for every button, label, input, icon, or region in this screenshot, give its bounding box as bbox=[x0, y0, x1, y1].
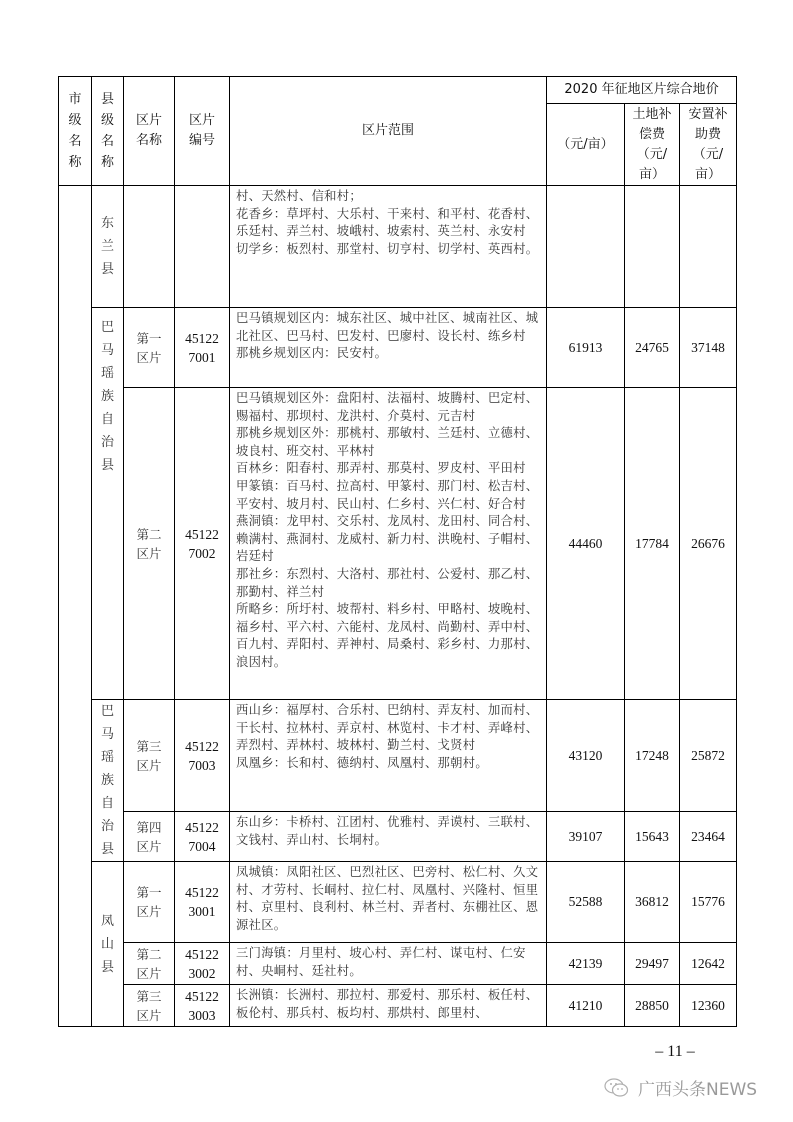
table-row bbox=[59, 943, 737, 985]
resettle: 12360 bbox=[680, 985, 737, 1027]
city-cell bbox=[59, 186, 92, 1027]
zone-scope: 东山乡：卡桥村、江团村、优雅村、弄谟村、三联村、文钱村、弄山村、长垌村。 bbox=[230, 812, 547, 862]
zone-scope: 村、天然村、信和村； 花香乡：草坪村、大乐村、干来村、和平村、花香村、乐廷村、弄兰村、坡峨村、坡索村、英兰村、永安村 切学乡：板烈村、那堂村、切亨村、切学村、英西村。 bbox=[230, 186, 547, 308]
zone-name: 第二区片 bbox=[124, 943, 175, 985]
header-zone-code: 区片编号 bbox=[175, 77, 230, 186]
price: 39107 bbox=[547, 812, 625, 862]
table-row bbox=[59, 308, 737, 388]
county-bama-a: 巴马瑶族自治县 bbox=[92, 308, 124, 700]
resettle: 15776 bbox=[680, 862, 737, 943]
header-price-unit: （元/亩） bbox=[547, 104, 625, 186]
price: 61913 bbox=[547, 308, 625, 388]
table-row bbox=[59, 985, 737, 1027]
land-comp: 28850 bbox=[625, 985, 680, 1027]
zone-name: 第一区片 bbox=[124, 308, 175, 388]
header-zone-name: 区片名称 bbox=[124, 77, 175, 186]
resettle bbox=[680, 186, 737, 308]
header-county: 县级名称 bbox=[92, 77, 124, 186]
land-comp: 17784 bbox=[625, 388, 680, 700]
wechat-icon bbox=[604, 1078, 630, 1098]
land-comp bbox=[625, 186, 680, 308]
table-row bbox=[59, 862, 737, 943]
resettle: 37148 bbox=[680, 308, 737, 388]
zone-code bbox=[175, 186, 230, 308]
zone-code: 451227001 bbox=[175, 308, 230, 388]
zone-code: 451227002 bbox=[175, 388, 230, 700]
zone-scope: 三门海镇：月里村、坡心村、弄仁村、谋屯村、仁安村、央峒村、廷社村。 bbox=[230, 943, 547, 985]
county-fengshan: 凤山县 bbox=[92, 862, 124, 1027]
price: 44460 bbox=[547, 388, 625, 700]
zone-code: 451227003 bbox=[175, 700, 230, 812]
price: 43120 bbox=[547, 700, 625, 812]
watermark-text: 广西头条NEWS bbox=[638, 1080, 758, 1100]
price bbox=[547, 186, 625, 308]
zone-name: 第三区片 bbox=[124, 985, 175, 1027]
land-price-table bbox=[58, 76, 737, 1027]
zone-scope: 巴马镇规划区内：城东社区、城中社区、城南社区、城北社区、巴马村、巴发村、巴廖村、设长村、练乡村 那桃乡规划区内：民安村。 bbox=[230, 308, 547, 388]
zone-code: 451223003 bbox=[175, 985, 230, 1027]
page-number: – 11 – bbox=[655, 1043, 695, 1060]
watermark bbox=[604, 1075, 757, 1100]
table-row bbox=[59, 186, 737, 308]
zone-name: 第四区片 bbox=[124, 812, 175, 862]
zone-code: 451223002 bbox=[175, 943, 230, 985]
header-land-comp: 土地补偿费（元/亩） bbox=[625, 104, 680, 186]
land-comp: 24765 bbox=[625, 308, 680, 388]
header-city: 市级名称 bbox=[59, 77, 92, 186]
price: 42139 bbox=[547, 943, 625, 985]
zone-name: 第一区片 bbox=[124, 862, 175, 943]
table-row bbox=[59, 700, 737, 812]
header-price-group: 2020 年征地区片综合地价 bbox=[547, 77, 737, 104]
resettle: 26676 bbox=[680, 388, 737, 700]
zone-name: 第二区片 bbox=[124, 388, 175, 700]
zone-scope: 巴马镇规划区外：盘阳村、法福村、坡腾村、巴定村、赐福村、那坝村、龙洪村、介莫村、元吉村 那桃乡规划区外：那桃村、那敏村、兰廷村、立德村、坡良村、班交村、平林村 百林乡：阳春村、那弄村、那莫村、罗皮村、平田村 甲篆镇：百马村、拉高村、甲篆村、那门村、松吉村、平安村、坡月村、民山村、仁乡村、兴仁村、好合村 燕洞镇：龙甲村、交乐村、龙凤村、龙田村、同合村、赖满村、燕洞村、龙威村、新力村、洪晚村、子帽村、岩廷村 那社乡：东烈村、大洛村、那社村、公爱村、那乙村、那勤村、祥兰村 所略乡：所圩村、坡帮村、料乡村、甲略村、坡晚村、福乡村、平六村、六能村、龙凤村、尚勤村、弄中村、百九村、弄阳村、弄神村、局桑村、彩乡村、力那村、浪因村。 bbox=[230, 388, 547, 700]
resettle: 12642 bbox=[680, 943, 737, 985]
table-row bbox=[59, 812, 737, 862]
zone-scope: 凤城镇：凤阳社区、巴烈社区、巴旁村、松仁村、久文村、才劳村、长峒村、拉仁村、凤凰村、兴隆村、恒里村、京里村、良利村、林兰村、弄者村、东棚社区、恩源社区。 bbox=[230, 862, 547, 943]
county-donglan: 东兰县 bbox=[92, 186, 124, 308]
table-row bbox=[59, 388, 737, 700]
price: 52588 bbox=[547, 862, 625, 943]
land-comp: 29497 bbox=[625, 943, 680, 985]
zone-name bbox=[124, 186, 175, 308]
zone-name: 第三区片 bbox=[124, 700, 175, 812]
zone-scope: 西山乡：福厚村、合乐村、巴纳村、弄友村、加而村、干长村、拉林村、弄京村、林览村、卡才村、弄峰村、弄烈村、弄林村、坡林村、勤兰村、戈贤村 凤凰乡：长和村、德纳村、凤凰村、那朝村。 bbox=[230, 700, 547, 812]
land-comp: 36812 bbox=[625, 862, 680, 943]
header-scope: 区片范围 bbox=[230, 77, 547, 186]
county-bama-b: 巴马瑶族自治县 bbox=[92, 700, 124, 862]
header-resettle: 安置补助费（元/亩） bbox=[680, 104, 737, 186]
resettle: 23464 bbox=[680, 812, 737, 862]
resettle: 25872 bbox=[680, 700, 737, 812]
price: 41210 bbox=[547, 985, 625, 1027]
zone-scope: 长洲镇：长洲村、那拉村、那爱村、那乐村、板任村、板伦村、那兵村、板均村、那烘村、郎里村、 bbox=[230, 985, 547, 1027]
land-comp: 15643 bbox=[625, 812, 680, 862]
zone-code: 451223001 bbox=[175, 862, 230, 943]
land-comp: 17248 bbox=[625, 700, 680, 812]
zone-code: 451227004 bbox=[175, 812, 230, 862]
